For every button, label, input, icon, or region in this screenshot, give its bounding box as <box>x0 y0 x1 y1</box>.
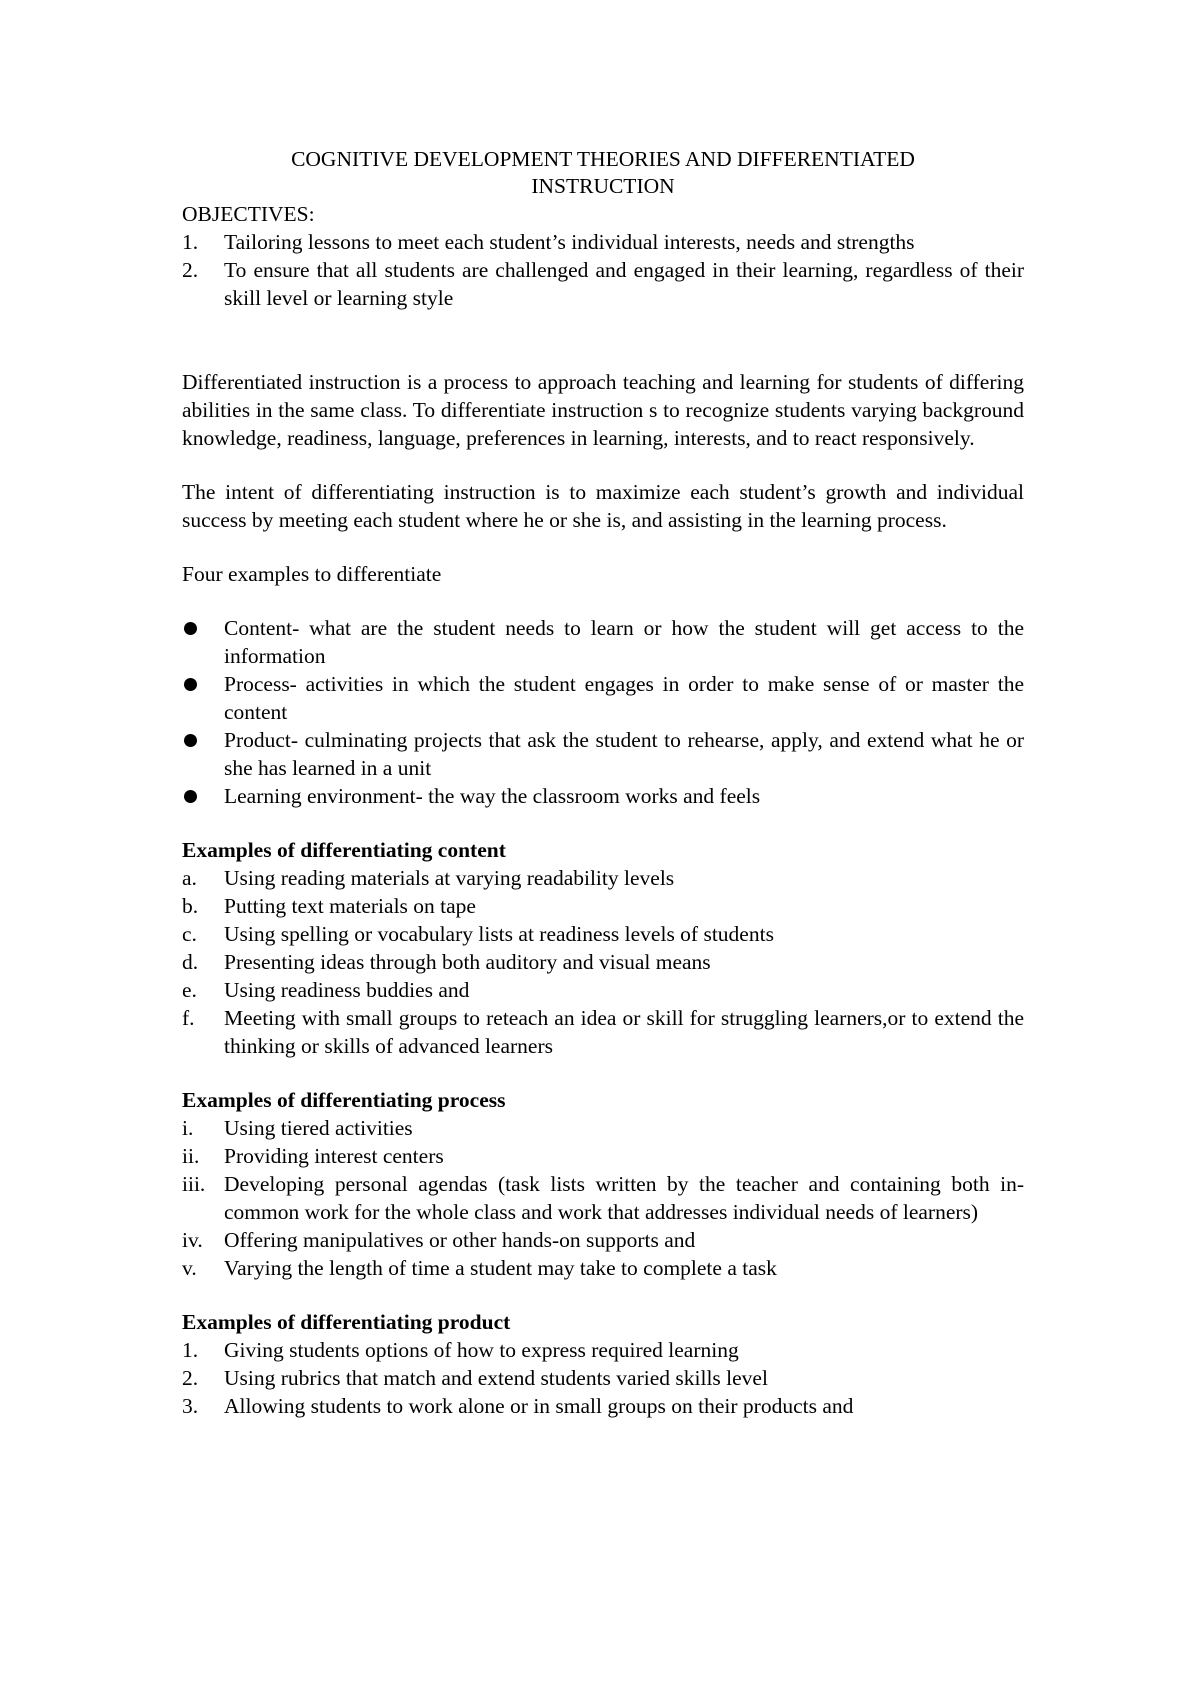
bullet-dot-icon <box>184 678 197 691</box>
spacer <box>182 810 1024 836</box>
list-item <box>182 1254 1024 1282</box>
bullet-text: Content- what are the student needs to learn or how the student will get access to the information <box>224 616 1024 668</box>
spacer <box>182 588 1024 614</box>
objectives-list <box>182 228 1024 312</box>
objective-item <box>182 256 1024 312</box>
list-item <box>182 948 1024 976</box>
bullet-text: Learning environment- the way the classroom works and feels <box>224 784 761 808</box>
list-marker: iv. <box>182 1228 203 1252</box>
objective-marker: 2. <box>182 258 199 282</box>
list-text: Using tiered activities <box>224 1116 413 1140</box>
list-text: Using rubrics that match and extend students varied skills level <box>224 1366 768 1390</box>
bullet-dot-icon <box>184 790 197 803</box>
spacer <box>182 534 1024 560</box>
bullet-text: Product- culminating projects that ask the student to rehearse, apply, and extend what he or she has learned in a unit <box>224 728 1024 780</box>
product-examples-list <box>182 1336 1024 1420</box>
paragraph-definition: Differentiated instruction is a process to approach teaching and learning for students of differing abilities in the same class. To differentiate instruction s to recognize students varying background knowledge, readiness, language, preferences in learning, interests, and to react responsively. <box>182 370 1024 450</box>
list-item <box>182 1170 1024 1226</box>
document-title <box>182 146 1024 200</box>
spacer <box>182 452 1024 478</box>
objective-marker: 1. <box>182 230 199 254</box>
list-marker: 3. <box>182 1394 199 1418</box>
bullet-dot-icon <box>184 734 197 747</box>
list-marker: ii. <box>182 1144 200 1168</box>
list-text: Developing personal agendas (task lists written by the teacher and containing both in-common work for the whole class and work that addresses individual needs of learners) <box>224 1172 1024 1224</box>
bullet-item <box>182 782 1024 810</box>
list-text: Using readiness buddies and <box>224 978 470 1002</box>
list-marker: i. <box>182 1116 194 1140</box>
process-section-heading: Examples of differentiating process <box>182 1088 506 1112</box>
list-item <box>182 892 1024 920</box>
title-line-1: COGNITIVE DEVELOPMENT THEORIES AND DIFFERENTIATED <box>291 147 915 171</box>
title-line-2: INSTRUCTION <box>531 174 675 198</box>
list-marker: iii. <box>182 1172 206 1196</box>
list-item <box>182 1142 1024 1170</box>
process-examples-list <box>182 1114 1024 1282</box>
list-marker: v. <box>182 1256 197 1280</box>
bullet-text: Process- activities in which the student engages in order to make sense of or master the content <box>224 672 1024 724</box>
objectives-label: OBJECTIVES: <box>182 202 315 226</box>
list-text: Using spelling or vocabulary lists at readiness levels of students <box>224 922 774 946</box>
list-text: Putting text materials on tape <box>224 894 476 918</box>
list-marker: a. <box>182 866 197 890</box>
document-body <box>182 146 1024 1420</box>
list-text: Varying the length of time a student may take to complete a task <box>224 1256 777 1280</box>
bullet-item <box>182 726 1024 782</box>
list-item <box>182 1004 1024 1060</box>
list-text: Providing interest centers <box>224 1144 444 1168</box>
list-item <box>182 1336 1024 1364</box>
list-text: Presenting ideas through both auditory and visual means <box>224 950 711 974</box>
list-marker: c. <box>182 922 197 946</box>
list-item <box>182 976 1024 1004</box>
list-item <box>182 1364 1024 1392</box>
list-marker: 1. <box>182 1338 199 1362</box>
list-marker: b. <box>182 894 199 918</box>
paragraph-intent: The intent of differentiating instruction is to maximize each student’s growth and individual success by meeting each student where he or she is, and assisting in the learning process. <box>182 480 1024 532</box>
list-item <box>182 864 1024 892</box>
content-examples-list <box>182 864 1024 1060</box>
spacer <box>182 312 1024 368</box>
list-item <box>182 1226 1024 1254</box>
objective-text: To ensure that all students are challenged and engaged in their learning, regardless of their skill level or learning style <box>224 258 1024 310</box>
list-text: Allowing students to work alone or in small groups on their products and <box>224 1394 854 1418</box>
list-text: Giving students options of how to express required learning <box>224 1338 739 1362</box>
list-marker: f. <box>182 1006 195 1030</box>
objective-text: Tailoring lessons to meet each student’s individual interests, needs and strengths <box>224 230 915 254</box>
list-marker: 2. <box>182 1366 199 1390</box>
list-marker: d. <box>182 950 199 974</box>
list-item <box>182 1392 1024 1420</box>
list-text: Offering manipulatives or other hands-on supports and <box>224 1228 696 1252</box>
list-item <box>182 920 1024 948</box>
list-marker: e. <box>182 978 197 1002</box>
list-text: Meeting with small groups to reteach an idea or skill for struggling learners,or to extend the thinking or skills of advanced learners <box>224 1006 1024 1058</box>
product-section-heading: Examples of differentiating product <box>182 1310 511 1334</box>
bullet-item <box>182 614 1024 670</box>
list-item <box>182 1114 1024 1142</box>
spacer <box>182 1060 1024 1086</box>
list-text: Using reading materials at varying readability levels <box>224 866 675 890</box>
paragraph-four-examples: Four examples to differentiate <box>182 562 442 586</box>
bullet-item <box>182 670 1024 726</box>
examples-bullet-list <box>182 614 1024 810</box>
spacer <box>182 1282 1024 1308</box>
objective-item <box>182 228 1024 256</box>
bullet-dot-icon <box>184 622 197 635</box>
content-section-heading: Examples of differentiating content <box>182 838 506 862</box>
